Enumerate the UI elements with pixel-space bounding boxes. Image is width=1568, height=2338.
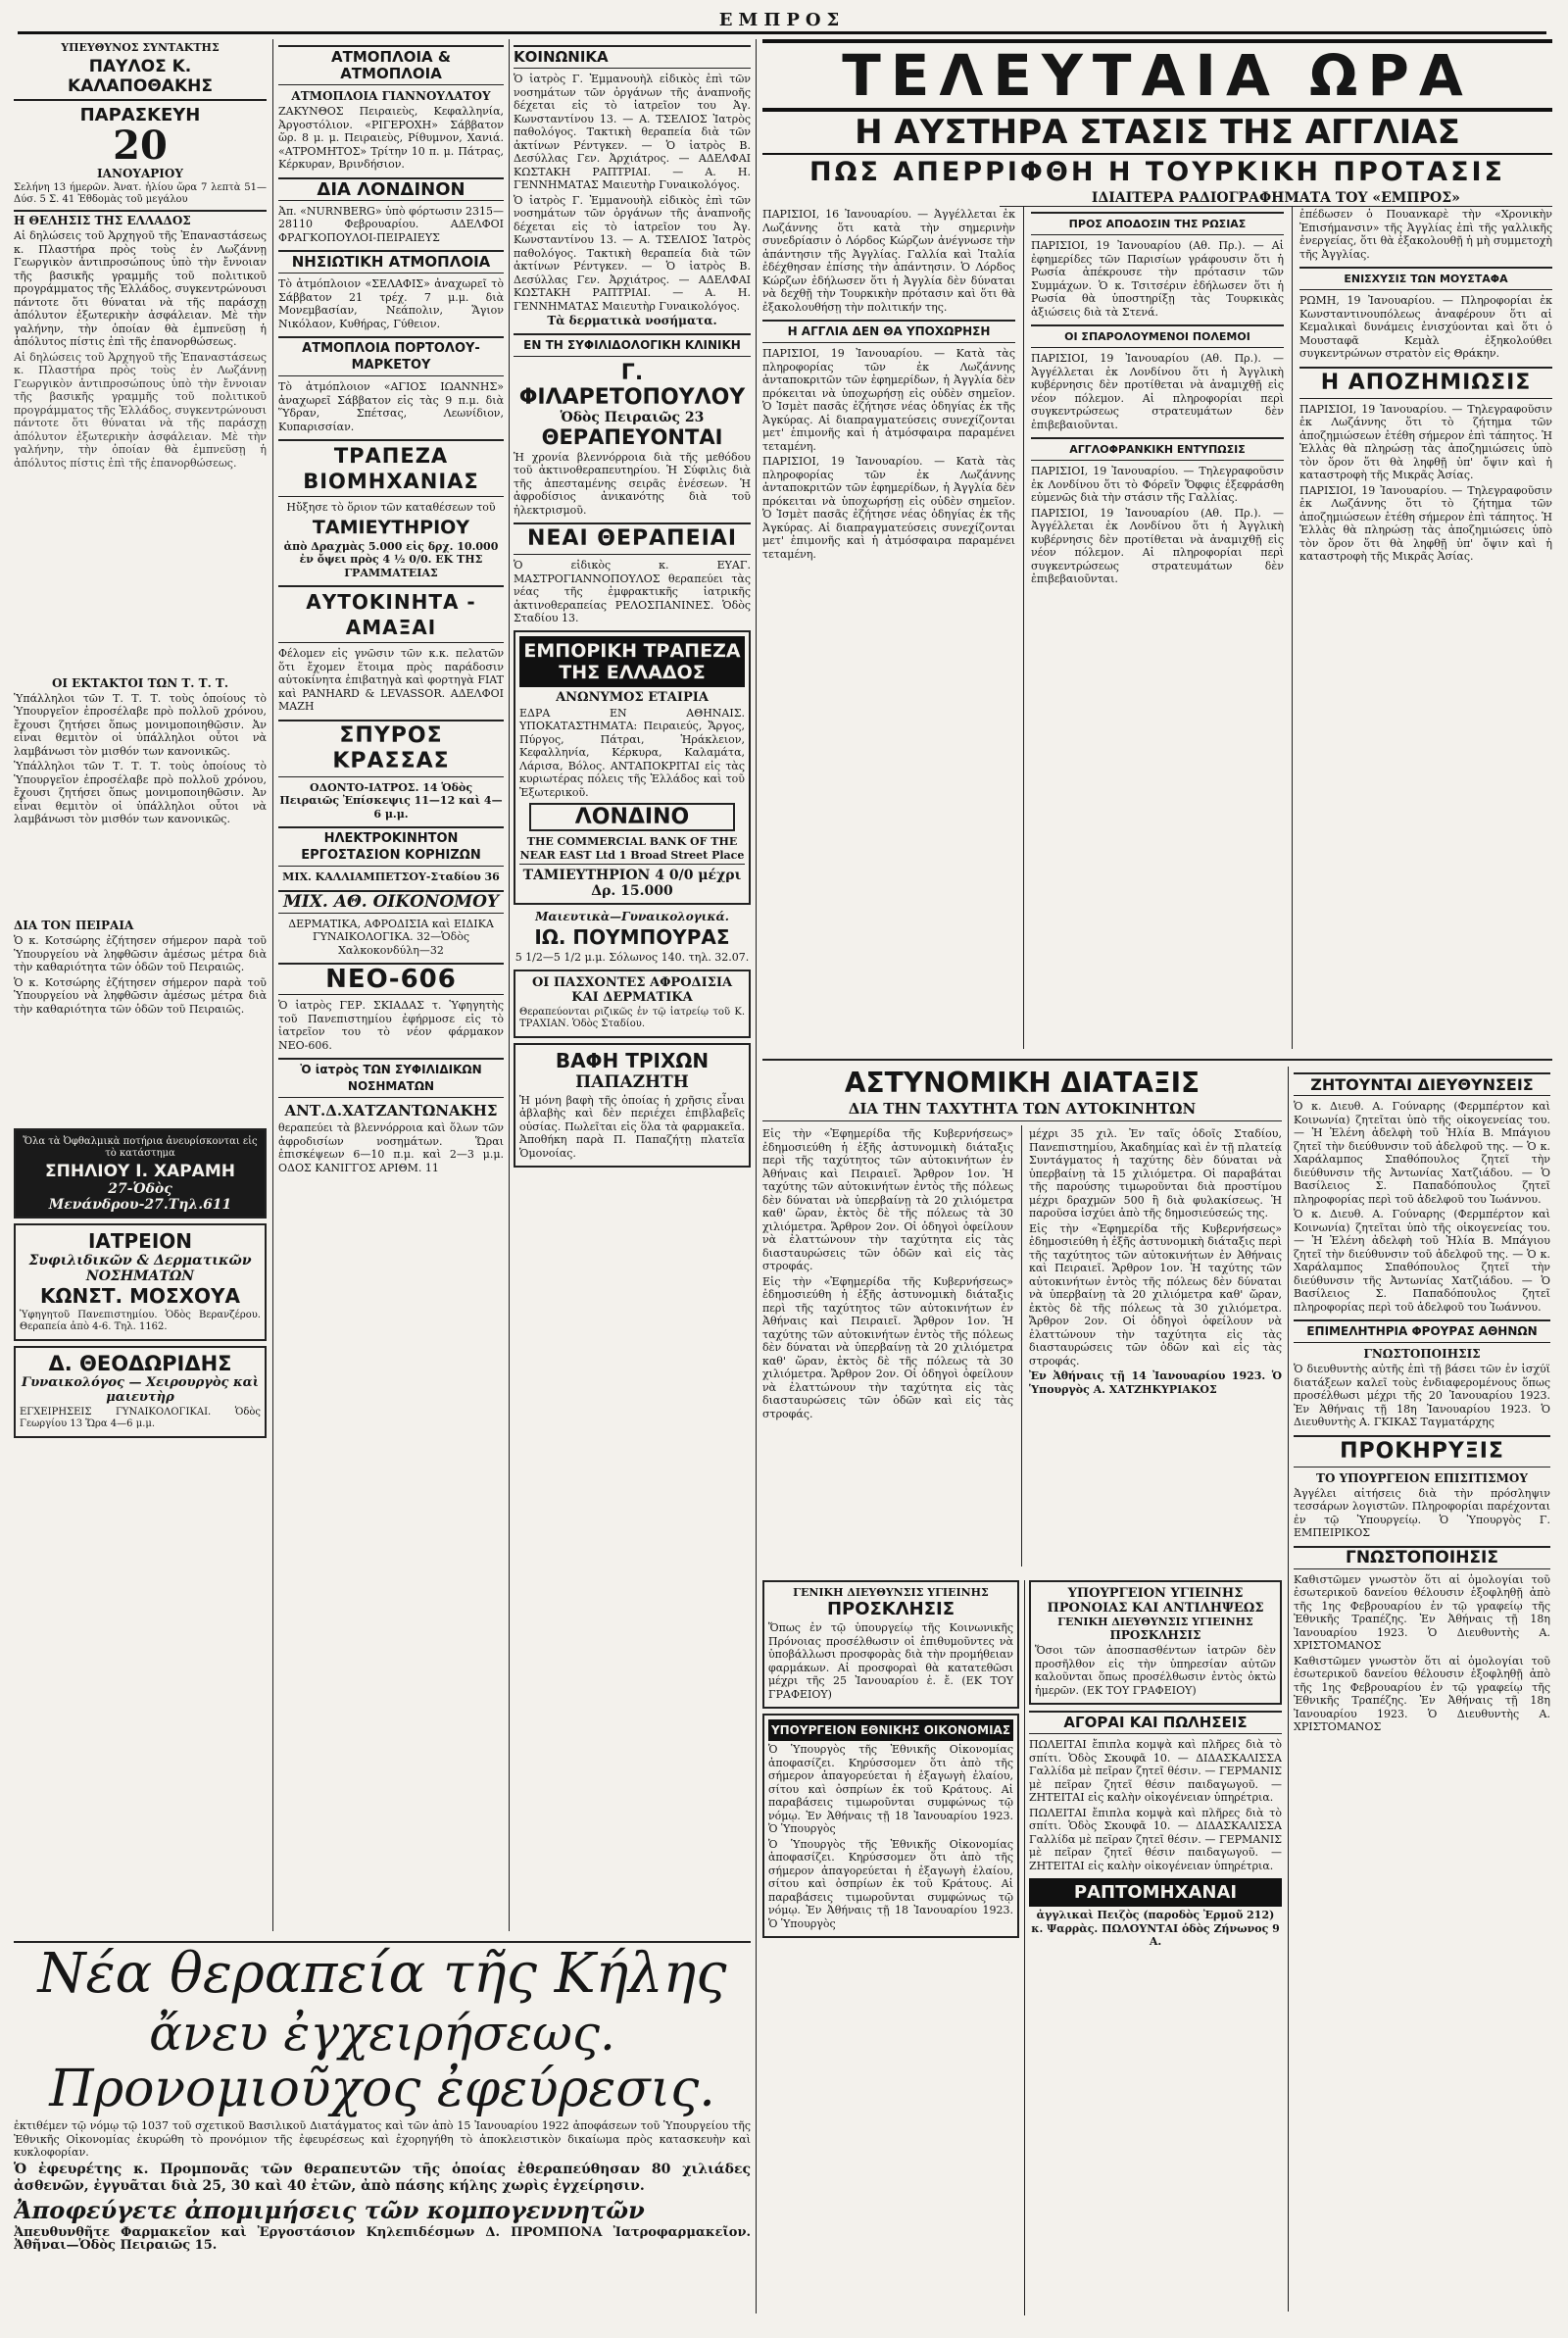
cars-heading: ΑΥΤΟΚΙΝΗΤΑ - ΑΜΑΞΑΙ — [278, 585, 504, 643]
neo606-heading: ΝΕΟ-606 — [278, 963, 504, 995]
industry-bank-text: Ηὔξησε τὸ ὅριον τῶν καταθέσεων τοῦ — [286, 501, 496, 514]
ministry-notice-heading: ΥΠΟΥΡΓΕΙΟΝ ΥΓΙΕΙΝΗΣ ΠΡΟΝΟΙΑΣ ΚΑΙ ΑΝΤΙΛΗΨΕΩΣ — [1047, 1586, 1264, 1616]
economy-notice-text: Ὁ Ὑπουργὸς τῆς Ἐθνικῆς Οἰκονομίας ἀποφασίζει. Κηρύσσομεν ὅτι ἀπὸ τῆς σήμερον ἀπαγορεύεται ἡ ἐξαγωγὴ ἐλαίου, σίτου καὶ ὀσπρίων ἐκ τοῦ Κράτους. Αἱ παραβάσεις τιμωροῦνται συμφώνως τῷ νόμῳ. Ἐν Ἀθήναις τῇ 18 Ἰανουαρίου 1923. Ὁ Ὑπουργὸς — [768, 1743, 1013, 1835]
middle-notices-a — [762, 1580, 1019, 2315]
police-order-text-b2: Εἰς τὴν «Ἐφημερίδα τῆς Κυβερνήσεως» ἐδημοσιεύθη ἡ ἑξῆς ἀστυνομικὴ διάταξις περὶ τῆς ταχύτητος τῶν αὐτοκινήτων ἐν Ἀθήναις καὶ Πειραιεῖ. Ἄρθρον 1ον. Ἡ ταχύτης τῶν αὐτοκινήτων ἐντὸς τῆς πόλεως δὲν δύναται νὰ ὑπερβαίνῃ τὰ 20 χιλιόμετρα καθ' ὥραν, ἐκτὸς δὲ τῆς πόλεως τὰ 30 χιλιόμετρα. Ἄρθρον 2ον. Οἱ ὁδηγοὶ ὀφείλουν νὰ ἐλαττώνουν τὴν ταχύτητα εἰς τὰς διασταυρώσεις τῶν ὁδῶν καὶ εἰς τὰς στροφάς. — [1029, 1221, 1282, 1368]
last-hour-text-c: ἐπέδωσεν ὁ Πουανκαρὲ τὴν «Χρονικὴν Ἐπισήμανσιν» τῆς Ἀγγλίας ἐπὶ τῆς γαλλικῆς ἐνεργείας, ὅτι θὰ ἐξακολουθῇ ἡ μὴ συμμετοχὴ τῆς Ἀγγλίας. — [1299, 208, 1552, 261]
last-hour-heading-c2: Η ΑΠΟΖΗΜΙΩΣΙΣ — [1299, 367, 1552, 399]
hernia-ad-text1: ἐκτιθέμεν τῷ νόμῳ τῷ 1037 τοῦ σχετικοῦ Βασιλικοῦ Διατάγματος καὶ τῶν ἀπὸ 15 Ἰανουαρίου 1922 ἀποφάσεων τοῦ Ὑπουργείου τῆς Ἐθνικῆς Οἰκονομίας ἐκυρώθη τὸ προνόμιον τῆς ἐφευρέσεως καὶ ἐχορηγήθη τὸ ἀποκλειστικὸν δικαίωμα πρὸς κατασκευὴν καὶ κυκλοφορίαν. — [14, 2119, 751, 2159]
syphilis-doctor-name: ΑΝΤ.Δ.ΧΑΤΖΑΝΤΩΝΑΚΗΣ — [284, 1102, 498, 1119]
police-order-text-a2: Εἰς τὴν «Ἐφημερίδα τῆς Κυβερνήσεως» ἐδημοσιεύθη ἡ ἑξῆς ἀστυνομικὴ διάταξις περὶ τῆς ταχύτητος τῶν αὐτοκινήτων ἐν Ἀθήναις καὶ Πειραιεῖ. Ἄρθρον 1ον. Ἡ ταχύτης τῶν αὐτοκινήτων ἐντὸς τῆς πόλεως δὲν δύναται νὰ ὑπερβαίνῃ τὰ 20 χιλιόμετρα καθ' ὥραν, ἐκτὸς δὲ τῆς πόλεως τὰ 30 χιλιόμετρα. Ἄρθρον 2ον. Οἱ ὁδηγοὶ ὀφείλουν νὰ ἐλαττώνουν τὴν ταχύτητα εἰς τὰς διασταυρώσεις τῶν ὁδῶν καὶ εἰς τὰς στροφάς. — [762, 1274, 1013, 1420]
doctor-oikonomou-heading: ΜΙΧ. ΑΘ. ΟΙΚΟΝΟΜΟΥ — [278, 890, 504, 914]
venereal-ad — [514, 970, 751, 1038]
last-hour-heading-c: ΕΝΙΣΧΥΣΙΣ ΤΩΝ ΜΟΥΣΤΑΦΑ — [1299, 267, 1552, 290]
column-divider-2 — [509, 39, 510, 1931]
last-hour-text-c2: ΡΩΜΗ, 19 Ἰανουαρίου. — Πληροφορίαι ἐκ Κωνσταντινουπόλεως ἀναφέρουν ὅτι αἱ Κεμαλικαὶ δυνάμεις ἐνισχύονται καὶ ὅτι ὁ Μουσταφᾶ Κεμὰλ ἐξηκολούθει συγκεντρώνων στρατὸν εἰς Θράκην. — [1299, 294, 1552, 360]
sewing-machines-text: ἀγγλικαὶ Πειζὸς (παροδὸς Ἐρμοῦ 212) κ. Ψαρρὰς. ΠΩΛΟΥΝΤΑΙ ὁδὸς Ζήνωνος 9 Α. — [1031, 1909, 1280, 1948]
dentist-heading: ΣΠΥΡΟΣ ΚΡΑΣΣΑΣ — [278, 720, 504, 777]
issue-date-number: 20 — [113, 123, 168, 169]
hernia-ad-text2: Ὁ ἐφευρέτης κ. Προμπονᾶς τῶν θεραπευτῶν τῆς ὁποίας ἐθεραπεύθησαν 80 χιλιάδες ἀσθενῶν, ἐγγυᾶται διὰ 25, 30 καὶ 40 ἐτῶν, ἀπὸ πάσης κήλης χωρὶς ἐγχείρησιν. — [14, 2161, 751, 2194]
editor-label: ΥΠΕΥΘΥΝΟΣ ΣΥΝΤΑΚΤΗΣ — [61, 41, 220, 54]
commercial-bank-subheading: ΑΝΩΝΥΜΟΣ ΕΤΑΙΡΙΑ — [556, 689, 709, 705]
cars-text: Φέλομεν εἰς γνῶσιν τῶν κ.κ. πελατῶν ὅτι ἔχομεν ἕτοιμα πρὸς παράδοσιν αὐτοκίνητα ἐπιβατηγὰ καὶ φορτηγὰ FIAT καὶ PANHARD & LEVASSOR. ΑΔΕΛΦΟΙ ΜΑΖΗ — [278, 647, 504, 713]
last-hour-text-b: ΠΑΡΙΣΙΟΙ, 19 Ἰανουαρίου (Αθ. Πρ.). — Αἱ ἐφημερίδες τῶν Παρισίων γράφουσιν ὅτι ἡ Ρωσία ἀπέκρουσε τὴν πρότασιν τῶν Συμμάχων. Ὁ κ. Τσιτσέριν ἐδήλωσεν ὅτι ἡ Ρωσία θὰ ὑποστηρίξῃ τὰς Τουρκικὰς ἀξιώσεις διὰ τὰ Στενά. — [1031, 239, 1284, 319]
economy-notice — [762, 1714, 1019, 1938]
piraeus-text-continued: Ὁ κ. Κοτσώρης ἐζήτησεν σήμερον παρὰ τοῦ Ὑπουργείου νὰ ληφθῶσιν ἀμέσως μέτρα διὰ τὴν καθαριότητα τῶν ὁδῶν τοῦ Πειραιῶς. — [14, 975, 267, 1016]
ministry-notice-subheading: ΓΕΝΙΚΗ ΔΙΕΥΘΥΝΣΙΣ ΥΓΙΕΙΝΗΣ — [1057, 1616, 1253, 1628]
optician-ad-address: 27-Ὁδὸς Μενάνδρου-27.Τηλ.611 — [48, 1180, 232, 1213]
hernia-ad-address: Ἀπευθυνθῆτε Φαρμακεῖον καὶ Ἐργοστάσιον Κηλεπιδέσμων Δ. ΠΡΟΜΠΟΝΑ Ἰατροφαρμακεῖον. Ἀθῆναι—Ὁδὸς Πειραιῶς 15. — [14, 2224, 751, 2253]
gynecologist-ad-text: ΕΓΧΕΙΡΗΣΕΙΣ ΓΥΝΑΙΚΟΛΟΓΙΚΑΙ. Ὁδὸς Γεωργίου 13 Ὥρα 4—6 μ.μ. — [20, 1406, 261, 1429]
addresses-wanted-text: Ὁ κ. Διευθ. Α. Γούναρης (Φερμπέρτον καὶ Κοινωνία) ζητεῖται ὑπὸ τῆς οἰκογενείας του. — Ἡ Ἐλένη ἀδελφὴ τοῦ Ἠλία Β. Μπάγιου ζητεῖ τὴν διεύθυνσιν τοῦ ἀδελφοῦ της. — Ὁ κ. Χαράλαμπος Σπαθόπουλος ζητεῖ τὴν διεύθυνσιν τῆς Ἀντωνίας Χατζιάδου. — Ὁ Βασίλειος Σ. Παπαδόπουλος ζητεῖ πληροφορίας περὶ τοῦ ἀδελφοῦ του Ἰωάννου. — [1294, 1100, 1550, 1206]
last-hour-subsubheadline: ΙΔΙΑΙΤΕΡΑ ΡΑΔΙΟΓΡΑΦΗΜΑΤΑ ΤΟΥ «ΕΜΠΡΟΣ» — [1000, 190, 1552, 207]
proclamation-subheading: ΤΟ ΥΠΟΥΡΓΕΙΟΝ ΕΠΙΣΙΤΙΣΜΟΥ — [1316, 1470, 1528, 1485]
last-hour-text-b2: ΠΑΡΙΣΙΟΙ, 19 Ἰανουαρίου (Αθ. Πρ.). — Ἀγγέλλεται ἐκ Λονδίνου ὅτι ἡ Ἀγγλικὴ κυβέρνησις δὲν προτίθεται νὰ ἀναμιχθῇ εἰς νέον πόλεμον. Αἱ πληροφορίαι περὶ συγκεντρώσεως στρατευμάτων δὲν ἐπιβεβαιοῦνται. — [1031, 352, 1284, 431]
island-shipping-heading: ΝΗΣΙΩΤΙΚΗ ΑΤΜΟΠΛΟΙΑ — [278, 250, 504, 274]
last-hour-subheadline: ΠΩΣ ΑΠΕΡΡΙΦΘΗ Η ΤΟΥΡΚΙΚΗ ΠΡΟΤΑΣΙΣ — [808, 157, 1506, 187]
last-hour-text-a: ΠΑΡΙΣΙΟΙ, 16 Ἰανουαρίου. — Ἀγγέλλεται ἐκ Λωζάννης ὅτι κατὰ τὴν σημερινὴν συνεδρίασιν ὁ Λόρδος Κώρζων ἀνέγνωσε τὴν ἀπάντησιν τῆς Ἀγγλίας. Γαλλία καὶ Ἰταλία ἐδέχθησαν ἐπίσης τὴν ἀπάντησιν. Ὁ Λόρδος Κώρζων ἐδήλωσεν ὅτι ἡ Ἀγγλία δὲν δύναται νὰ δεχθῇ τὴν Τουρκικὴν πρότασιν καὶ ὅτι θὰ ἐξακολουθήσῃ τὴν πολιτικήν της. — [762, 208, 1015, 314]
last-hour-col-c — [1299, 206, 1552, 1059]
gynecologist-ad — [14, 1346, 267, 1438]
london-text: Ἀπ. «NURNBERG» ὑπὸ φόρτωσιν 2315—28110 Φεβρουαρίου. ΑΔΕΛΦΟΙ ΦΡΑΓΚΟΠΟΥΛΟΙ-ΠΕΙΡΑΙΕΥΣ — [278, 204, 504, 244]
commercial-bank-heading: ΕΜΠΟΡΙΚΗ ΤΡΑΠΕΖΑ ΤΗΣ ΕΛΛΑΔΟΣ — [519, 636, 745, 687]
commercial-bank-london-address: THE COMMERCIAL BANK OF THE NEAR EAST Ltd 1 Broad Street Place — [519, 835, 745, 862]
police-order — [762, 1067, 1282, 1576]
last-hour-col-b — [1031, 206, 1284, 1059]
last-hour-text-a2: ΠΑΡΙΣΙΟΙ, 19 Ἰανουαρίου. — Κατὰ τὰς πληροφορίας τῶν ἐκ Λωζάννης ἀνταποκριτῶν τῶν ἐφημερίδων, ἡ Ἀγγλία δὲν πρόκειται νὰ ὑποχωρήσῃ εἰς οὐδὲν σημεῖον. Ὁ Ἰσμὲτ πασᾶς ἐζήτησε νέας ὁδηγίας ἐκ τῆς Ἀγκύρας. Αἱ διαπραγματεύσεις συνεχίζονται μετ' ἐπιμονῆς καὶ ἡ ἀτμόσφαιρα παραμένει τεταμένη. — [762, 347, 1015, 453]
issue-day: ΠΑΡΑΣΚΕΥΗ — [79, 105, 201, 125]
police-order-title: ΑΣΤΥΝΟΜΙΚΗ ΔΙΑΤΑΞΙΣ — [844, 1067, 1200, 1099]
police-order-col-a — [762, 1125, 1013, 1576]
social-text: Ὁ ἰατρὸς Γ. Ἐμμανουὴλ εἰδικὸς ἐπὶ τῶν νοσημάτων τῶν ὀργάνων τῆς ἀναπνοῆς δέχεται εἰς τὸ ἰατρεῖον του Ἀγ. Κωνσταντίνου 13. — Α. ΤΣΕΛΙΟΣ Ἰατρὸς παθολόγος. Τακτικὴ θεραπεία διὰ τῶν ἀκτίνων Ρέντγκεν. — Ὁ ἰατρὸς Β. Δεσύλλας Γεν. Ἀρχιάτρος. — ΑΔΕΛΦΑΙ ΚΩΣΤΑΚΗ ΡΑΠΤΡΙΑΙ. — Α. Η. ΓΕΝΝΗΜΑΤΑΣ Μαιευτὴρ Γυναικολόγος. — [514, 73, 751, 191]
addresses-wanted-heading: ΖΗΤΟΥΝΤΑΙ ΔΙΕΥΘΥΝΣΕΙΣ — [1294, 1072, 1550, 1096]
health-notice — [762, 1580, 1019, 1709]
column-divider-1 — [272, 39, 273, 1931]
clinic-ad-heading: ΙΑΤΡΕΙΟΝ — [87, 1228, 193, 1253]
economy-notice-heading: ΥΠΟΥΡΓΕΙΟΝ ΕΘΝΙΚΗΣ ΟΙΚΟΝΟΜΙΑΣ — [768, 1719, 1013, 1741]
announcement-text-continued: Καθιστῶμεν γνωστὸν ὅτι αἱ ὁμολογίαι τοῦ ἐσωτερικοῦ δανείου θέλουσιν ἐξοφληθῇ ἀπὸ τῆς 1ης Φεβρουαρίου ἐν τῷ γραφείῳ τῆς Ἐθνικῆς Τραπέζης. Ἐν Ἀθήναις τῇ 18η Ἰανουαρίου 1923. Ὁ Διευθυντὴς Α. ΧΡΙΣΤΟΜΑΝΟΣ — [1294, 1654, 1550, 1733]
clinic-address: Ὁδὸς Πειραιῶς 23 — [560, 409, 705, 425]
social-text-continued: Ὁ ἰατρὸς Γ. Ἐμμανουὴλ εἰδικὸς ἐπὶ τῶν νοσημάτων τῶν ὀργάνων τῆς ἀναπνοῆς δέχεται εἰς τὸ ἰατρεῖον του Ἀγ. Κωνσταντίνου 13. — Α. ΤΣΕΛΙΟΣ Ἰατρὸς παθολόγος. Τακτικὴ θεραπεία διὰ τῶν ἀκτίνων Ρέντγκεν. — Ὁ ἰατρὸς Β. Δεσύλλας Γεν. Ἀρχιάτρος. — ΑΔΕΛΦΑΙ ΚΩΣΤΑΚΗ ΡΑΠΤΡΙΑΙ. — Α. Η. ΓΕΝΝΗΜΑΤΑΣ Μαιευτὴρ Γυναικολόγος. — [514, 193, 751, 312]
optician-ad — [14, 1128, 267, 1219]
announcement-text: Καθιστῶμεν γνωστὸν ὅτι αἱ ὁμολογίαι τοῦ ἐσωτερικοῦ δανείου θέλουσιν ἐξοφληθῇ ἀπὸ τῆς 1ης Φεβρουαρίου ἐν τῷ γραφείῳ τῆς Ἐθνικῆς Τραπέζης. Ἐν Ἀθήναις τῇ 18η Ἰανουαρίου 1923. Ὁ Διευθυντὴς Α. ΧΡΙΣΤΟΜΑΝΟΣ — [1294, 1572, 1550, 1652]
island-shipping-text: Τὸ ἀτμόπλοιον «ΣΕΛΑΦΙΣ» ἀναχωρεῖ τὸ Σάββατον 21 τρέχ. 7 μ.μ. διὰ Μονεμβασίαν, Νεάπολιν, Ἅγιον Νικόλαον, Κυθήρας, Γύθειον. — [278, 277, 504, 330]
clinic-name: Γ. ΦΙΛΑΡΕΤΟΠΟΥΛΟΥ — [518, 360, 746, 410]
notice-text: Ὑπάλληλοι τῶν Τ. Τ. Τ. τοὺς ὁποίους τὸ Ὑπουργεῖον ἐπροσέλαβε πρὸ πολλοῦ χρόνου, ἔχουσι ζητήσει ὅπως μονιμοποιηθῶσιν. Ἀν εἶναι θεμιτὸν οἱ ὑπάλληλοι οὗτοι νὰ λαμβάνωσι τὸν μισθόν των κανονικῶς. — [14, 691, 267, 758]
commercial-bank-savings: ΤΑΜΙΕΥΤΗΡΙΟΝ 4 0/0 μέχρι Δρ. 15.000 — [519, 864, 745, 899]
last-hour-text-c4: ΠΑΡΙΣΙΟΙ, 19 Ἰανουαρίου. — Τηλεγραφοῦσιν ἐκ Λωζάννης ὅτι τὸ ζήτημα τῶν ἀποζημιώσεων ἐτέθη σήμερον ἐπὶ τάπητος. Ἡ Ἑλλὰς θὰ πληρώσῃ τὰς ἀποζημιώσεις ὑπὸ τὸν ὅρον ὅτι θὰ ληφθῇ ὑπ' ὄψιν καὶ ἡ καταστροφὴ τῆς Μικρᾶς Ἀσίας. — [1299, 483, 1552, 563]
article-heading: Η ΘΕΛΗΣΙΣ ΤΗΣ ΕΛΛΑΔΟΣ — [14, 214, 191, 227]
gynecologist-ad-line: Γυναικολόγος — Χειρουργὸς καὶ μαιευτὴρ — [22, 1374, 259, 1405]
last-hour-heading-b3: ΑΓΓΛΟΦΡΑΝΚΙΚΗ ΕΝΤΥΠΩΣΙΣ — [1031, 437, 1284, 461]
notice-heading: ΟΙ ΕΚΤΑΚΤΟΙ ΤΩΝ Τ. Τ. Τ. — [51, 675, 229, 690]
london-heading: ΔΙΑ ΛΟΝΔΙΝΟΝ — [278, 177, 504, 201]
last-hour-heading-a: Η ΑΓΓΛΙΑ ΔΕΝ ΘΑ ΥΠΟΧΩΡΗΣΗ — [762, 320, 1015, 343]
commercial-bank-text: ΕΔΡΑ ΕΝ ΑΘΗΝΑΙΣ. ΥΠΟΚΑΤΑΣΤΗΜΑΤΑ: Πειραιεύς, Ἄργος, Πύργος, Πάτραι, Ἡράκλειον, Κεφαλληνία, Κέρκυρα, Καλαμάτα, Λάρισα, Βόλος. ΑΝΤΑΠΟΚΡΙΤΑΙ εἰς τὰς κυριωτέρας πόλεις τῆς Ἑλλάδος καὶ τοῦ Ἐξωτερικοῦ. — [519, 706, 745, 799]
last-hour-divider-b — [1292, 206, 1293, 1049]
factory-text: ΜΙΧ. ΚΑΛΛΙΑΜΠΕΤΣΟΥ-Σταδίου 36 — [282, 871, 500, 883]
last-hour-text-a3: ΠΑΡΙΣΙΟΙ, 19 Ἰανουαρίου. — Κατὰ τὰς πληροφορίας τῶν ἐκ Λωζάννης ἀνταποκριτῶν τῶν ἐφημερίδων, ἡ Ἀγγλία δὲν πρόκειται νὰ ὑποχωρήσῃ εἰς οὐδὲν σημεῖον. Ὁ Ἰσμὲτ πασᾶς ἐζήτησε νέας ὁδηγίας ἐκ τῆς Ἀγκύρας. Αἱ διαπραγματεύσεις συνεχίζονται μετ' ἐπιμονῆς καὶ ἡ ἀτμόσφαιρα παραμένει τεταμένη. — [762, 455, 1015, 561]
sewing-machines-heading: ΡΑΠΤΟΜΗΧΑΝΑΙ — [1029, 1878, 1282, 1907]
commercial-bank-london: ΛΟΝΔΙΝΟ — [529, 803, 735, 831]
hair-dye-heading: ΒΑΦΗ ΤΡΙΧΩΝ — [555, 1048, 710, 1072]
commercial-bank-ad — [514, 630, 751, 906]
date-note: Σελήνη 13 ήμερῶν. Ἀνατ. ἡλίου ὥρα 7 λεπτὰ 51—Δύσ. 5 Σ. 41 Ἐθδομὰς τοῦ μεγάλου — [14, 182, 267, 212]
notice-text-continued: Ὑπάλληλοι τῶν Τ. Τ. Τ. τοὺς ὁποίους τὸ Ὑπουργεῖον ἐπροσέλαβε πρὸ πολλοῦ χρόνου, ἔχουσι ζητήσει ὅπως μονιμοποιηθῶσιν. Ἀν εἶναι θεμιτὸν οἱ ὑπάλληλοι οὗτοι νὰ λαμβάνωσι τὸν μισθόν των κανονικῶς. — [14, 760, 267, 825]
health-notice-heading: ΓΕΝΙΚΗ ΔΙΕΥΘΥΝΣΙΣ ΥΓΙΕΙΝΗΣ — [793, 1586, 989, 1599]
column-divider-right — [1288, 1067, 1289, 2312]
portolou-text: Τὸ ἀτμόπλοιον «ΑΓΙΟΣ ΙΩΑΝΝΗΣ» ἀναχωρεῖ Σάββατον εἰς τὰς 9 π.μ. διὰ Ὕδραν, Σπέτσας, Λεωνίδιον, Κυπαρισσίαν. — [278, 380, 504, 433]
piraeus-heading: ΔΙΑ ΤΟΝ ΠΕΙΡΑΙΑ — [14, 919, 134, 932]
column-2 — [278, 39, 504, 1931]
police-order-divider — [1021, 1125, 1022, 1567]
last-hour-text-b4: ΠΑΡΙΣΙΟΙ, 19 Ἰανουαρίου (Αθ. Πρ.). — Ἀγγέλλεται ἐκ Λονδίνου ὅτι ἡ Ἀγγλικὴ κυβέρνησις δὲν προτίθεται νὰ ἀναμιχθῇ εἰς νέον πόλεμον. Αἱ πληροφορίαι περὶ συγκεντρώσεως στρατευμάτων δὲν ἐπιβεβαιοῦνται. — [1031, 506, 1284, 585]
police-order-subtitle: ΔΙΑ ΤΗΝ ΤΑΧΥΤΗΤΑ ΤΩΝ ΑΥΤΟΚΙΝΗΤΩΝ — [762, 1100, 1282, 1121]
health-notice-title: ΠΡΟΣΚΛΗΣΙΣ — [826, 1599, 956, 1619]
police-order-text-a: Εἰς τὴν «Ἐφημερίδα τῆς Κυβερνήσεως» ἐδημοσιεύθη ἡ ἑξῆς ἀστυνομικὴ διάταξις περὶ τῆς ταχύτητος τῶν αὐτοκινήτων ἐν Ἀθήναις καὶ Πειραιεῖ. Ἄρθρον 1ον. Ἡ ταχύτης τῶν αὐτοκινήτων ἐντὸς τῆς πόλεως δὲν δύναται νὰ ὑπερβαίνῃ τὰ 20 χιλιόμετρα καθ' ὥραν, ἐκτὸς δὲ τῆς πόλεως τὰ 30 χιλιόμετρα. Ἄρθρον 2ον. Οἱ ὁδηγοὶ ὀφείλουν νὰ ἐλαττώνουν τὴν ταχύτητα εἰς τὰς διασταυρώσεις τῶν ὁδῶν καὶ εἰς τὰς στροφάς. — [762, 1127, 1013, 1272]
dentist-text: ΟΔΟΝΤΟ-ΙΑΤΡΟΣ. 14 Ὁδὸς Πειραιῶς Ἐπίσκεψις 11—12 καὶ 4—6 μ.μ. — [279, 780, 503, 821]
obstetrics-label: Μαιευτικὰ—Γυναικολογικά. — [535, 910, 729, 923]
syphilis-doctor-heading: Ὁ ἰατρὸς ΤΩΝ ΣΥΦΙΛΙΔΙΚΩΝ ΝΟΣΗΜΑΤΩΝ — [278, 1058, 504, 1098]
police-order-signature: Ἐν Ἀθήναις τῇ 14 Ἰανουαρίου 1923. Ὁ Ὑπουργὸς Α. ΧΑΤΖΗΚΥΡΙΑΚΟΣ — [1029, 1369, 1282, 1396]
addresses-wanted-text-continued: Ὁ κ. Διευθ. Α. Γούναρης (Φερμπέρτον καὶ Κοινωνία) ζητεῖται ὑπὸ τῆς οἰκογενείας του. — Ἡ Ἐλένη ἀδελφὴ τοῦ Ἠλία Β. Μπάγιου ζητεῖ τὴν διεύθυνσιν τοῦ ἀδελφοῦ της. — Ὁ κ. Χαράλαμπος Σπαθόπουλος ζητεῖ τὴν διεύθυνσιν τῆς Ἀντωνίας Χατζιάδου. — Ὁ Βασίλειος Σ. Παπαδόπουλος ζητεῖ πληροφορίας περὶ τοῦ ἀδελφοῦ του Ἰωάννου. — [1294, 1208, 1550, 1314]
middle-divider — [1024, 1580, 1025, 2315]
social-heading: ΚΟΙΝΩΝΙΚΑ — [514, 45, 751, 69]
hernia-ad-line2: ἄνευ ἐγχειρήσεως. — [149, 2005, 615, 2062]
clinic-ad-text: Ὑφηγητοῦ Πανεπιστημίου. Ὁδὸς Βερανζέρου. Θεραπεία ἀπὸ 4-6. Τηλ. 1162. — [20, 1309, 261, 1332]
last-hour-heading-b: ΠΡΟΣ ΑΠΟΔΟΣΙΝ ΤΗΣ ΡΩΣΙΑΣ — [1031, 212, 1284, 235]
buy-sell-text: ΠΩΛΕΙΤΑΙ ἔπιπλα κομψὰ καὶ πλῆρες διὰ τὸ σπίτι. Ὁδὸς Σκουφᾶ 10. — ΔΙΔΑΣΚΑΛΙΣΣΑ Γαλλίδα μὲ πεῖραν ζητεῖ θέσιν. — ΓΕΡΜΑΝΙΣ μὲ πεῖραν ζητεῖ θέσιν παιδαγωγοῦ. — ΖΗΤΕΙΤΑΙ εἰς καλὴν οἰκογένειαν ὑπηρέτρια. — [1029, 1738, 1282, 1804]
editor-name: ΠΑΥΛΟΣ Κ. ΚΑΛΑΠΟΘΑΚΗΣ — [14, 57, 267, 101]
last-hour-heading-b2: ΟΙ ΣΠΑΡΟΛΟΥΜΕΝΟΙ ΠΟΛΕΜΟΙ — [1031, 324, 1284, 348]
piraeus-text: Ὁ κ. Κοτσώρης ἐζήτησεν σήμερον παρὰ τοῦ Ὑπουργείου νὰ ληφθῶσιν ἀμέσως μέτρα διὰ τὴν καθαριότητα τῶν ὁδῶν τοῦ Πειραιῶς. — [14, 934, 267, 973]
industry-bank-heading: ΤΡΑΠΕΖΑ ΒΙΟΜΗΧΑΝΙΑΣ — [278, 439, 504, 497]
garrison-heading: ΕΠΙΜΕΛΗΤΗΡΙΑ ΦΡΟΥΡΑΣ ΑΘΗΝΩΝ — [1294, 1319, 1550, 1343]
savings-heading: ΤΑΜΙΕΥΤΗΡΙΟΥ — [312, 516, 470, 538]
shipping-subheading: ΑΤΜΟΠΛΟΙΑ ΓΙΑΝΝΟΥΛΑΤΟΥ — [291, 89, 491, 103]
doctor-oikonomou-text: ΔΕΡΜΑΤΙΚΑ, ΑΦΡΟΔΙΣΙΑ καὶ ΕΙΔΙΚΑ ΓΥΝΑΙΚΟΛΟΓΙΚΑ. 32—Ὁδὸς Χαλκοκονδύλη—32 — [288, 917, 494, 957]
gynecologist-ad-name: Δ. ΘΕΟΔΩΡΙΔΗΣ — [48, 1351, 232, 1375]
savings-text: ἀπὸ Δραχμὰς 5.000 εἰς δρχ. 10.000 ἐν ὄψει πρὸς 4 ½ 0/0. ΕΚ ΤΗΣ ΓΡΑΜΜΑΤΕΙΑΣ — [283, 539, 499, 579]
shipping-text: ΖΑΚΥΝΘΟΣ Πειραιεὺς, Κεφαλληνία, Ἀργοστόλιον. «ΡΙΓΕΡΟΧΗ» Σάββατον ὥρ. 8 μ. μ. Πειραιεὺς, Ρίθυμνον, Χανιά. «ΑΤΡΟΜΗΤΟΣ» Τρίτην 10 π. μ. Πάτρας, Κέρκυραν, Βρινδήσιον. — [278, 105, 504, 171]
clinic-ad-line: Συφιλιδικῶν & Δερματικῶν ΝΟΣΗΜΑΤΩΝ — [28, 1252, 252, 1284]
last-hour-section — [762, 39, 1552, 1059]
right-notices — [1294, 1067, 1550, 2321]
section-rule-top — [762, 1059, 1552, 1061]
ministry-notice-title: ΠΡΟΣΚΛΗΣΙΣ — [1109, 1628, 1201, 1642]
optician-ad-line: Ὅλα τὰ Ὀφθαλμικὰ ποτήρια ἀνευρίσκονται εἰς τὸ κατάστημα — [23, 1135, 258, 1159]
buy-sell-heading: ΑΓΟΡΑΙ ΚΑΙ ΠΩΛΗΣΕΙΣ — [1029, 1711, 1282, 1734]
issue-month: ΙΑΝΟΥΑΡΙΟΥ — [97, 167, 183, 180]
hernia-ad-line1: Νέα θεραπεία τῆς Κήλης — [37, 1942, 727, 2006]
proclamation-heading: ΠΡΟΚΗΡΥΞΙΣ — [1294, 1435, 1550, 1467]
article-text: Αἱ δηλώσεις τοῦ Ἀρχηγοῦ τῆς Ἐπαναστάσεως κ. Πλαστήρα πρὸς τοὺς ἐν Λωζάννῃ Γεωργικὸν ἀντιπροσώπους ὑπὸ τὴν ἔννοιαν τῆς βασικῆς γραμμῆς τοῦ πολιτικοῦ προγράμματος τῆς Ἑλλάδος, συγκεντρώνουσι πάντοτε ὅτι θύναται νὰ τῆς παράσχῃ ἀπόλυτον ἐξωτερικὴν ἀσφάλειαν. Μὲ τὴν γαλήνην, τὴν ὁποίαν θὰ ἐμπνεῦσῃ ἡ ἀπόλυτος πίστις ἐπὶ τῆς ἐπανορθώσεως. — [14, 229, 267, 348]
hernia-ad-warning: Ἀποφεύγετε ἀπομιμήσεις τῶν κομπογεννητῶν — [14, 2195, 645, 2224]
hair-dye-text: Ἡ μόνη βαφὴ τῆς ὁποίας ἡ χρῆσις εἶναι ἀβλαβὴς καὶ δὲν περιέχει ἐπιβλαβεῖς οὐσίας. Πωλεῖται εἰς ὅλα τὰ φαρμακεῖα. Ἀποθήκη παρὰ Π. Παπαζήτῃ πλατεῖα Ὁμονοίας. — [519, 1093, 745, 1160]
optician-ad-name: ΣΠΗΛΙΟΥ Ι. ΧΑΡΑΜΗ — [45, 1161, 235, 1181]
ministry-notice — [1029, 1580, 1282, 1705]
newspaper-masthead: ΕΜΠΡΟΣ — [18, 10, 1546, 34]
announcement-heading: ΓΝΩΣΤΟΠΟΙΗΣΙΣ — [1294, 1546, 1550, 1569]
hair-dye-brand: ΠΑΠΑΖΗΤΗ — [575, 1071, 689, 1092]
obstetrics-name: ΙΩ. ΠΟΥΜΠΟΥΡΑΣ — [534, 925, 730, 949]
last-hour-text-c3: ΠΑΡΙΣΙΟΙ, 19 Ἰανουαρίου. — Τηλεγραφοῦσιν ἐκ Λωζάννης ὅτι τὸ ζήτημα τῶν ἀποζημιώσεων ἐτέθη σήμερον ἐπὶ τάπητος. Ἡ Ἑλλὰς θὰ πληρώσῃ τὰς ἀποζημιώσεις ὑπὸ τὸν ὅρον ὅτι θὰ ληφθῇ ὑπ' ὄψιν καὶ ἡ καταστροφὴ τῆς Μικρᾶς Ἀσίας. — [1299, 402, 1552, 481]
factory-heading: ΗΛΕΚΤΡΟΚΙΝΗΤΟΝ ΕΡΓΟΣΤΑΣΙΟΝ ΚΟΡΗΙΖΩΝ — [278, 826, 504, 867]
police-order-text-b: μέχρι 35 χιλ. Ἐν ταῖς ὁδοῖς Σταδίου, Πανεπιστημίου, Ἀκαδημίας καὶ ἐν τῇ πλατείᾳ Συντάγματος ἡ ταχύτης δὲν δύναται νὰ ὑπερβαίνῃ τὰ 15 χιλιόμετρα. Οἱ παραβάται τῆς παρούσης τιμωροῦνται διὰ προστίμου μέχρι δραχμῶν 500 ἢ διὰ φυλακίσεως. Ἡ παροῦσα ἰσχύει ἀπὸ τῆς δημοσιεύσεώς της. — [1029, 1127, 1282, 1219]
venereal-ad-heading: ΟΙ ΠΑΣΧΟΝΤΕΣ ΑΦΡΟΔΙΣΙΑ ΚΑΙ ΔΕΡΜΑΤΙΚΑ — [531, 974, 733, 1005]
skin-diseases-label: Τὰ δερματικὰ νοσήματα. — [547, 313, 717, 327]
clinic-treated: ΘΕΡΑΠΕΥΟΝΤΑΙ — [541, 424, 723, 449]
column-divider-3 — [756, 39, 757, 2313]
neo606-text: Ὁ ἰατρὸς ΓΕΡ. ΣΚΙΑΔΑΣ τ. Ὑφηγητὴς τοῦ Πανεπιστημίου ἐφήρμοσε εἰς τὸ ἰατρεῖον του τὸ νέον φάρμακον ΝΕΟ-606. — [278, 999, 504, 1052]
last-hour-text-b3: ΠΑΡΙΣΙΟΙ, 19 Ἰανουαρίου. — Τηλεγραφοῦσιν ἐκ Λονδίνου ὅτι τὸ Φόρεῖν Ὄφφις ἐξεφράσθη εὐμενῶς διὰ τὴν στάσιν τῆς Γαλλίας. — [1031, 465, 1284, 504]
clinic-ad-name: ΚΩΝΣΤ. ΜΟΣΧΟΥΑ — [39, 1283, 241, 1308]
last-hour-headline: Η ΑΥΣΤΗΡΑ ΣΤΑΣΙΣ ΤΗΣ ΑΓΓΛΙΑΣ — [762, 112, 1552, 155]
syphilis-doctor-text: θεραπεύει τὰ βλεννόρροια καὶ ὅλων τῶν ἀφροδισίων νοσημάτων. Ὥραι ἐπισκέψεων 6—10 π.μ. καὶ 2—3 μ.μ. ΟΔΟΣ ΚΑΝΙΓΓΟΣ ΑΡΙΘΜ. 11 — [278, 1121, 504, 1174]
garrison-text: Ὁ διευθυντὴς αὐτῆς ἐπὶ τῇ βάσει τῶν ἐν ἰσχύϊ διατάξεων καλεῖ τοὺς ἐνδιαφερομένους ὅπως προσέλθωσι μέχρι τῆς 20 Ἰανουαρίου 1923. Ἐν Ἀθήναις τῇ 18η Ἰανουαρίου 1923. Ὁ Διευθυντὴς Α. ΓΚΙΚΑΣ Ταγματάρχης — [1294, 1363, 1550, 1428]
buy-sell-text-continued: ΠΩΛΕΙΤΑΙ ἔπιπλα κομψὰ καὶ πλῆρες διὰ τὸ σπίτι. Ὁδὸς Σκουφᾶ 10. — ΔΙΔΑΣΚΑΛΙΣΣΑ Γαλλίδα μὲ πεῖραν ζητεῖ θέσιν. — ΓΕΡΜΑΝΙΣ μὲ πεῖραν ζητεῖ θέσιν παιδαγωγοῦ. — ΖΗΤΕΙΤΑΙ εἰς καλὴν οἰκογένειαν ὑπηρέτρια. — [1029, 1806, 1282, 1872]
health-notice-text: Ὅπως ἐν τῷ ὑπουργείῳ τῆς Κοινωνικῆς Πρόνοιας προσέλθωσιν οἱ ἐπιθυμοῦντες νὰ ὑποβάλλωσι προσφορὰς διὰ τὴν προμήθειαν φαρμάκων. Αἱ προσφοραὶ θὰ κατατεθῶσι μέχρι τῆς 25 Ἰανουαρίου ἐ. ἔ. (ΕΚ ΤΟΥ ΓΡΑΦΕΙΟΥ) — [768, 1621, 1013, 1701]
clinic-ad — [14, 1223, 267, 1341]
last-hour-col-a — [762, 206, 1015, 1059]
clinic-text: Ἡ χρονία βλεννόρροια διὰ τῆς μεθόδου τοῦ ἀκτινοθεραπευτηρίου. Ἡ Σύφιλις διὰ τῆς ἀπεσταμένης σειρᾶς ἐνέσεων. Ἡ ἀφροδίσιος ἀνικανότης διὰ τοῦ ἠλεκτρισμοῦ. — [514, 450, 751, 517]
obstetrics-text: 5 1/2—5 1/2 μ.μ. Σόλωνος 140. τηλ. 32.07. — [514, 951, 750, 964]
article-text-continued: Αἱ δηλώσεις τοῦ Ἀρχηγοῦ τῆς Ἐπαναστάσεως κ. Πλαστήρα πρὸς τοὺς ἐν Λωζάννῃ Γεωργικὸν ἀντιπροσώπους ὑπὸ τὴν ἔννοιαν τῆς βασικῆς γραμμῆς τοῦ πολιτικοῦ προγράμματος τῆς Ἑλλάδος, συγκεντρώνουσι πάντοτε ὅτι θύναται νὰ τῆς παράσχῃ ἀπόλυτον ἐξωτερικὴν ἀσφάλειαν. Μὲ τὴν γαλήνην, τὴν ὁποίαν θὰ ἐμπνεῦσῃ ἡ ἀπόλυτος πίστις ἐπὶ τῆς ἐπανορθώσεως. — [14, 350, 267, 470]
new-therapies-heading: ΝΕΑΙ ΘΕΡΑΠΕΙΑΙ — [514, 522, 751, 555]
clinic-heading: ΕΝ ΤΗ ΣΥΦΙΛΙΔΟΛΟΓΙΚΗ ΚΛΙΝΙΚΗ — [514, 333, 751, 357]
garrison-subheading: ΓΝΩΣΤΟΠΟΙΗΣΙΣ — [1363, 1347, 1481, 1361]
new-therapies-text: Ὁ εἰδικὸς κ. ΕΥΑΓ. ΜΑΣΤΡΟΓΙΑΝΝΟΠΟΥΛΟΣ θεραπεύει τὰς νέας τῆς ἐμφρακτικῆς ἰατρικῆς ἀκτινοθεραπείας ΡΕΛΟΣΠΑΝΙΝΕΣ. Ὁδὸς Σταδίου 13. — [514, 559, 751, 624]
middle-notices-b — [1029, 1580, 1282, 2315]
economy-notice-text-continued: Ὁ Ὑπουργὸς τῆς Ἐθνικῆς Οἰκονομίας ἀποφασίζει. Κηρύσσομεν ὅτι ἀπὸ τῆς σήμερον ἀπαγορεύεται ἡ ἐξαγωγὴ ἐλαίου, σίτου καὶ ὀσπρίων ἐκ τοῦ Κράτους. Αἱ παραβάσεις τιμωροῦνται συμφώνως τῷ νόμῳ. Ἐν Ἀθήναις τῇ 18 Ἰανουαρίου 1923. Ὁ Ὑπουργὸς — [768, 1837, 1013, 1930]
police-order-col-b — [1029, 1125, 1282, 1576]
portolou-heading: ΑΤΜΟΠΛΟΙΑ ΠΟΡΤΟΛΟΥ-ΜΑΡΚΕΤΟΥ — [278, 336, 504, 376]
hair-dye-ad — [514, 1043, 751, 1169]
hernia-ad — [14, 1941, 751, 2325]
last-hour-title: ΤΕΛΕΥΤΑΙΑ ΩΡΑ — [762, 39, 1552, 112]
venereal-ad-text: Θεραπεύονται ριζικῶς ἐν τῷ ἰατρείῳ τοῦ Κ. ΤΡΑΧΙΑΝ. Ὁδὸς Σταδίου. — [519, 1006, 745, 1029]
proclamation-text: Ἀγγέλει αἰτήσεις διὰ τὴν πρόσληψιν τεσσάρων λογιστῶν. Πληροφορίαι παρέχονται ἐν τῷ Ὑπουργείῳ. Ὁ Ὑπουργὸς Γ. ΕΜΠΕΙΡΙΚΟΣ — [1294, 1486, 1550, 1539]
hernia-ad-line3: Προνομιοῦχος ἐφεύρεσις. — [49, 2060, 715, 2118]
last-hour-divider-a — [1023, 206, 1024, 1049]
shipping-heading: ΑΤΜΟΠΛΟΙΑ & ΑΤΜΟΠΛΟΙΑ — [278, 45, 504, 85]
ministry-notice-text: Ὅσοι τῶν ἀποσπασθέντων ἰατρῶν δὲν προσῆλθον εἰς τὴν ὑπηρεσίαν αὐτῶν καλοῦνται ὅπως προσέλθωσιν ἐντὸς ὀκτὼ ἡμερῶν. (ΕΚ ΤΟΥ ΓΡΑΦΕΙΟΥ) — [1035, 1644, 1276, 1697]
